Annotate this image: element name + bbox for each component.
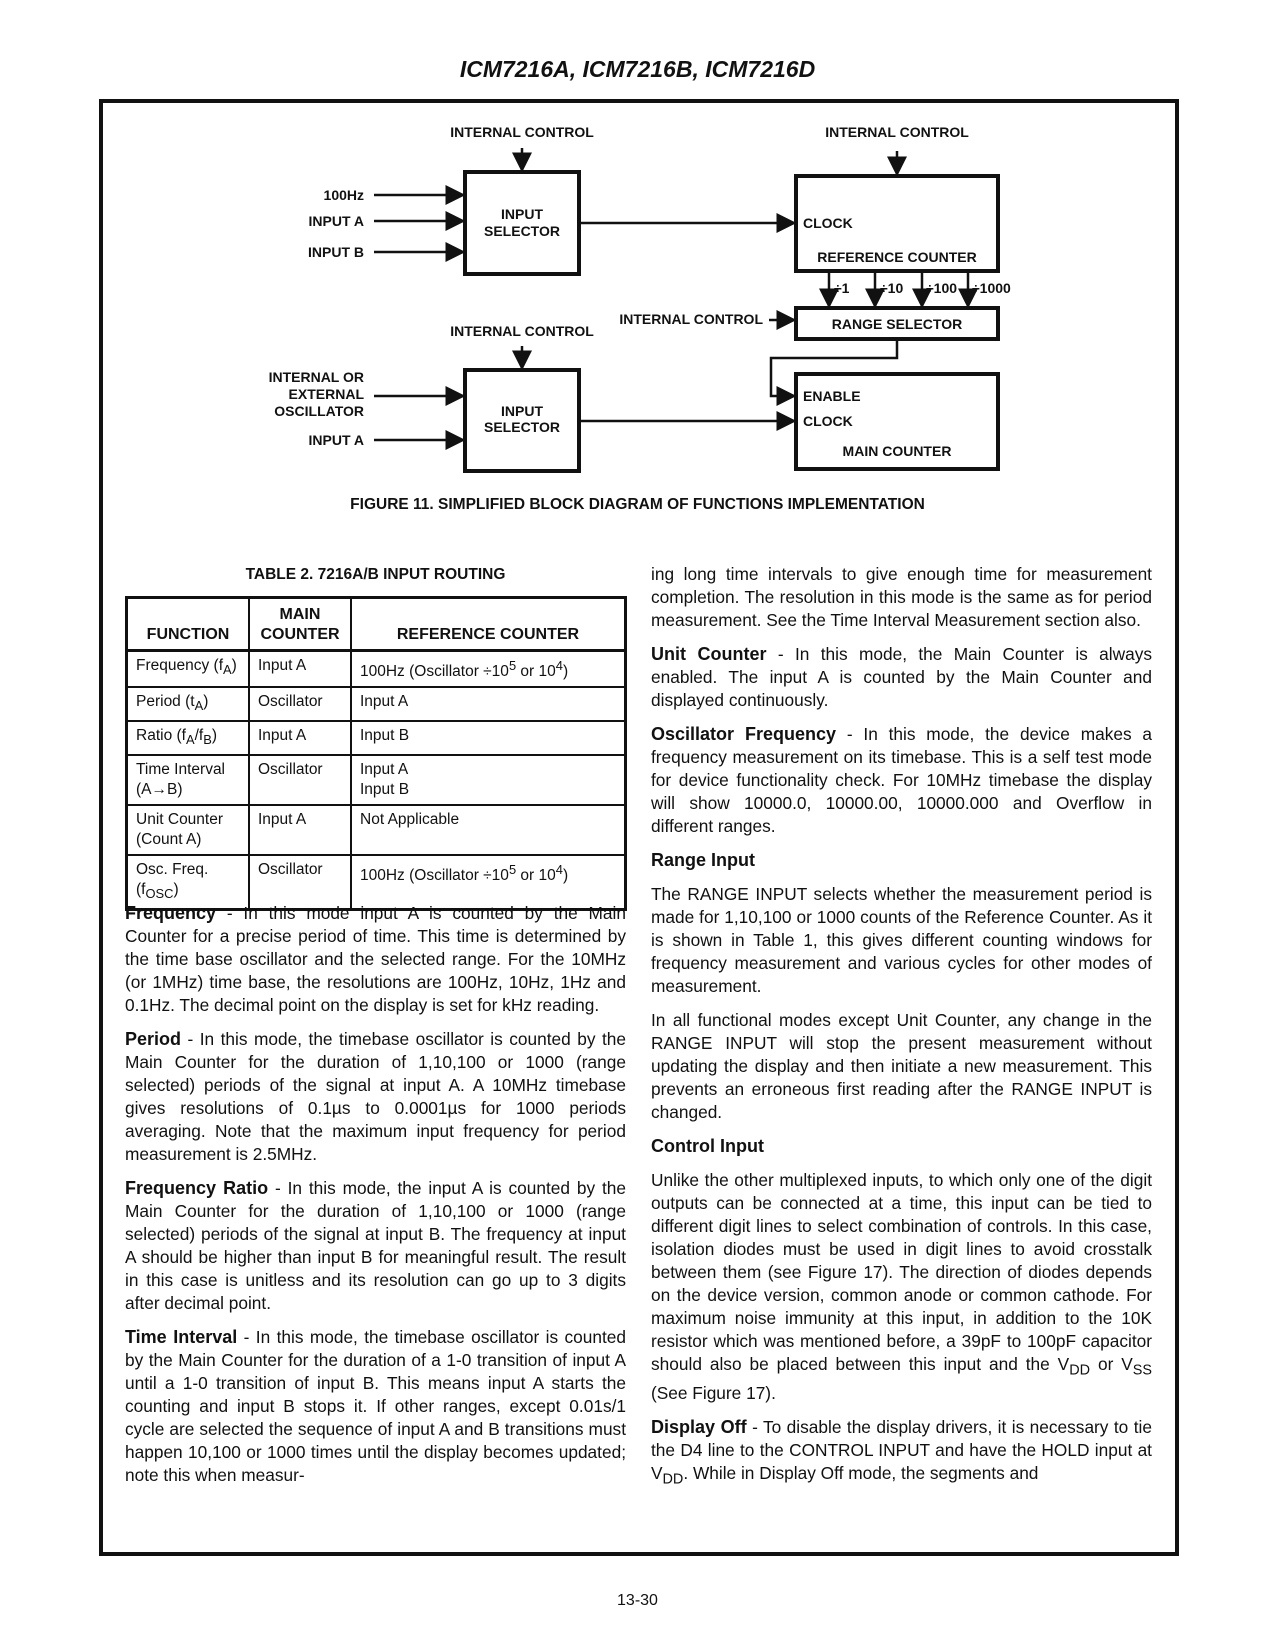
cell-function: Frequency $(f_A)$ <box>127 651 250 688</box>
clock-label: CLOCK <box>803 413 853 429</box>
paragraph-oscillator-frequency: Oscillator Frequency - In this mode, the device makes a frequency measurement on its timebase. This is a self test mode for device functionality check. For 10MHz timebase the display will show 10000.0, 10000.00, 10000.000 and Overflow in different ranges. <box>651 724 1152 836</box>
paragraph-continuation: ing long time intervals to give enough time for measurement completion. The resolution in this mode is the same as for period measurement. See the Time Interval Measurement section also. <box>651 564 1152 630</box>
reference-counter-label: REFERENCE COUNTER <box>817 249 977 265</box>
heading-control-input: Control Input <box>651 1136 764 1156</box>
cell-function: Period $(t_A)$ <box>127 687 250 721</box>
cell-reference: Input B <box>351 721 626 755</box>
block-diagram <box>0 0 1275 560</box>
paragraph-control: Unlike the other multiplexed inputs, to which only one of the digit outputs can be connected at a time, this input can be tied to different digit lines to select combination of controls. In this case, isolation diodes must be used in digit lines to avoid crosstalk between them (see Figure 17). The direction of diodes depends on the device version, common anode or common cathode. For maximum noise immunity at this input, in addition to the 10K resistor which was mentioned before, a 39pF to 100pF capacitor should also be placed between this input and the $V_{DD}$ or $V_{SS}$ (See Figure 17). <box>651 1170 1152 1404</box>
table-caption: TABLE 2. 7216A/B INPUT ROUTING <box>245 566 506 583</box>
cell-main: Oscillator <box>249 755 351 805</box>
cell-reference: Input A <box>351 687 626 721</box>
figure-caption: FIGURE 11. SIMPLIFIED BLOCK DIAGRAM OF FUNCTIONS IMPLEMENTATION <box>350 496 925 513</box>
internal-control-label: INTERNAL CONTROL <box>619 311 763 327</box>
heading-range-input: Range Input <box>651 850 755 870</box>
oscillator-label: INTERNAL OR <box>268 369 364 385</box>
range-selector-label: RANGE SELECTOR <box>831 316 963 332</box>
input-selector-label: INPUT <box>501 206 543 222</box>
paragraph-frequency-ratio: Frequency Ratio - In this mode, the input A is counted by the Main Counter for the duration of 1,10,100 or 1000 (range selected) periods of the signal at input B. The frequency at input A should be higher than input B for meaningful result. The result in this case is unitless and its resolution can go up to 3 digits after decimal point. <box>125 1178 626 1313</box>
left-column <box>125 902 626 1498</box>
internal-control-label: INTERNAL CONTROL <box>825 124 969 140</box>
cell-main: Oscillator <box>249 687 351 721</box>
div10-label: ÷10 <box>880 280 904 296</box>
input-selector-label: INPUT <box>501 403 543 419</box>
oscillator-label: OSCILLATOR <box>274 403 364 419</box>
input-b-label: INPUT B <box>308 244 364 260</box>
cell-reference: 100Hz (Oscillator $\div 10^5$ or $10^4$) <box>351 651 626 688</box>
paragraph-unit-counter: Unit Counter - In this mode, the Main Counter is always enabled. The input A is counted by the Main Counter and displayed continuously. <box>651 644 1152 710</box>
enable-label: ENABLE <box>803 388 861 404</box>
table-row <box>127 805 626 855</box>
input-selector-label: SELECTOR <box>484 223 560 239</box>
paragraph-range-2: In all functional modes except Unit Counter, any change in the RANGE INPUT will stop the present measurement without updating the display and then initiate a new measurement. This prevents an erroneous first reading after the RANGE INPUT is changed. <box>651 1010 1152 1122</box>
table-row <box>127 721 626 755</box>
document-title: ICM7216A, ICM7216B, ICM7216D <box>459 56 816 82</box>
input-a-label: INPUT A <box>308 213 364 229</box>
cell-function: Time Interval (A→B) <box>127 755 250 805</box>
column-header: FUNCTION <box>127 598 250 651</box>
table-row <box>127 687 626 721</box>
paragraph-frequency: Frequency - In this mode input A is counted by the Main Counter for a precise period of time. This time is determined by the time base oscillator and the selected range. For the 10MHz (or 1MHz) time base, the resolutions are 100Hz, 10Hz, 1Hz and 0.1Hz. The decimal point on the display is set for kHz reading. <box>125 903 626 1015</box>
100hz-label: 100Hz <box>323 187 364 203</box>
table-row <box>127 755 626 805</box>
div1000-label: ÷1000 <box>972 280 1011 296</box>
paragraph-range-1: The RANGE INPUT selects whether the measurement period is made for 1,10,100 or 1000 counts of the Reference Counter. As it is shown in Table 1, this gives different counting windows for frequency measurement and various cycles for other modes of measurement. <box>651 884 1152 996</box>
paragraph-time-interval: Time Interval - In this mode, the timebase oscillator is counted by the Main Counter for the duration of a 1-0 transition of input A until a 1-0 transition of input B. This means input A starts the counting and input B stops it. If other ranges, except 0.01s/1 cycle are selected the sequence of input A and B transitions must happen 10,100 or 1000 times until the display becomes updated; note this when measur- <box>125 1327 626 1485</box>
column-header: REFERENCE COUNTER <box>351 598 626 651</box>
clock-label: CLOCK <box>803 215 853 231</box>
page-number: 13-30 <box>617 1592 658 1609</box>
table-row <box>127 651 626 688</box>
cell-function: Unit Counter (Count A) <box>127 805 250 855</box>
internal-control-label: INTERNAL CONTROL <box>450 124 594 140</box>
cell-reference: 100Hz (Oscillator $\div 10^5$ or $10^4$) <box>351 855 626 910</box>
cell-main: Input A <box>249 721 351 755</box>
paragraph-period: Period - In this mode, the timebase oscillator is counted by the Main Counter for the duration of 1,10,100 or 1000 (range selected) periods of the signal at input A. A 10MHz timebase gives resolutions of 0.1µs to 0.0001µs for 1000 periods averaging. Note that the maximum input frequency for period measurement is 2.5MHz. <box>125 1029 626 1164</box>
input-selector-label: SELECTOR <box>484 419 560 435</box>
cell-reference: Input A Input B <box>351 755 626 805</box>
cell-function: Ratio $(f_A/f_B)$ <box>127 721 250 755</box>
cell-main: Input A <box>249 651 351 688</box>
div100-label: ÷100 <box>926 280 958 296</box>
right-column <box>651 563 1152 1503</box>
paragraph-display-off: Display Off - To disable the display drivers, it is necessary to tie the D4 line to the CONTROL INPUT and have the HOLD input at $V_{DD}$. While in Display Off mode, the segments and <box>651 1417 1152 1488</box>
cell-reference: Not Applicable <box>351 805 626 855</box>
main-counter-label: MAIN COUNTER <box>842 443 952 459</box>
cell-function: Osc. Freq. $(f_{OSC})$ <box>127 855 250 910</box>
table-header-row <box>127 598 626 651</box>
input-a-label: INPUT A <box>308 432 364 448</box>
column-header: MAIN COUNTER <box>249 598 351 651</box>
div1-label: ÷1 <box>834 280 850 296</box>
cell-main: Oscillator <box>249 855 351 910</box>
internal-control-label: INTERNAL CONTROL <box>450 323 594 339</box>
input-routing-table <box>125 596 627 911</box>
cell-main: Input A <box>249 805 351 855</box>
oscillator-label: EXTERNAL <box>288 386 364 402</box>
